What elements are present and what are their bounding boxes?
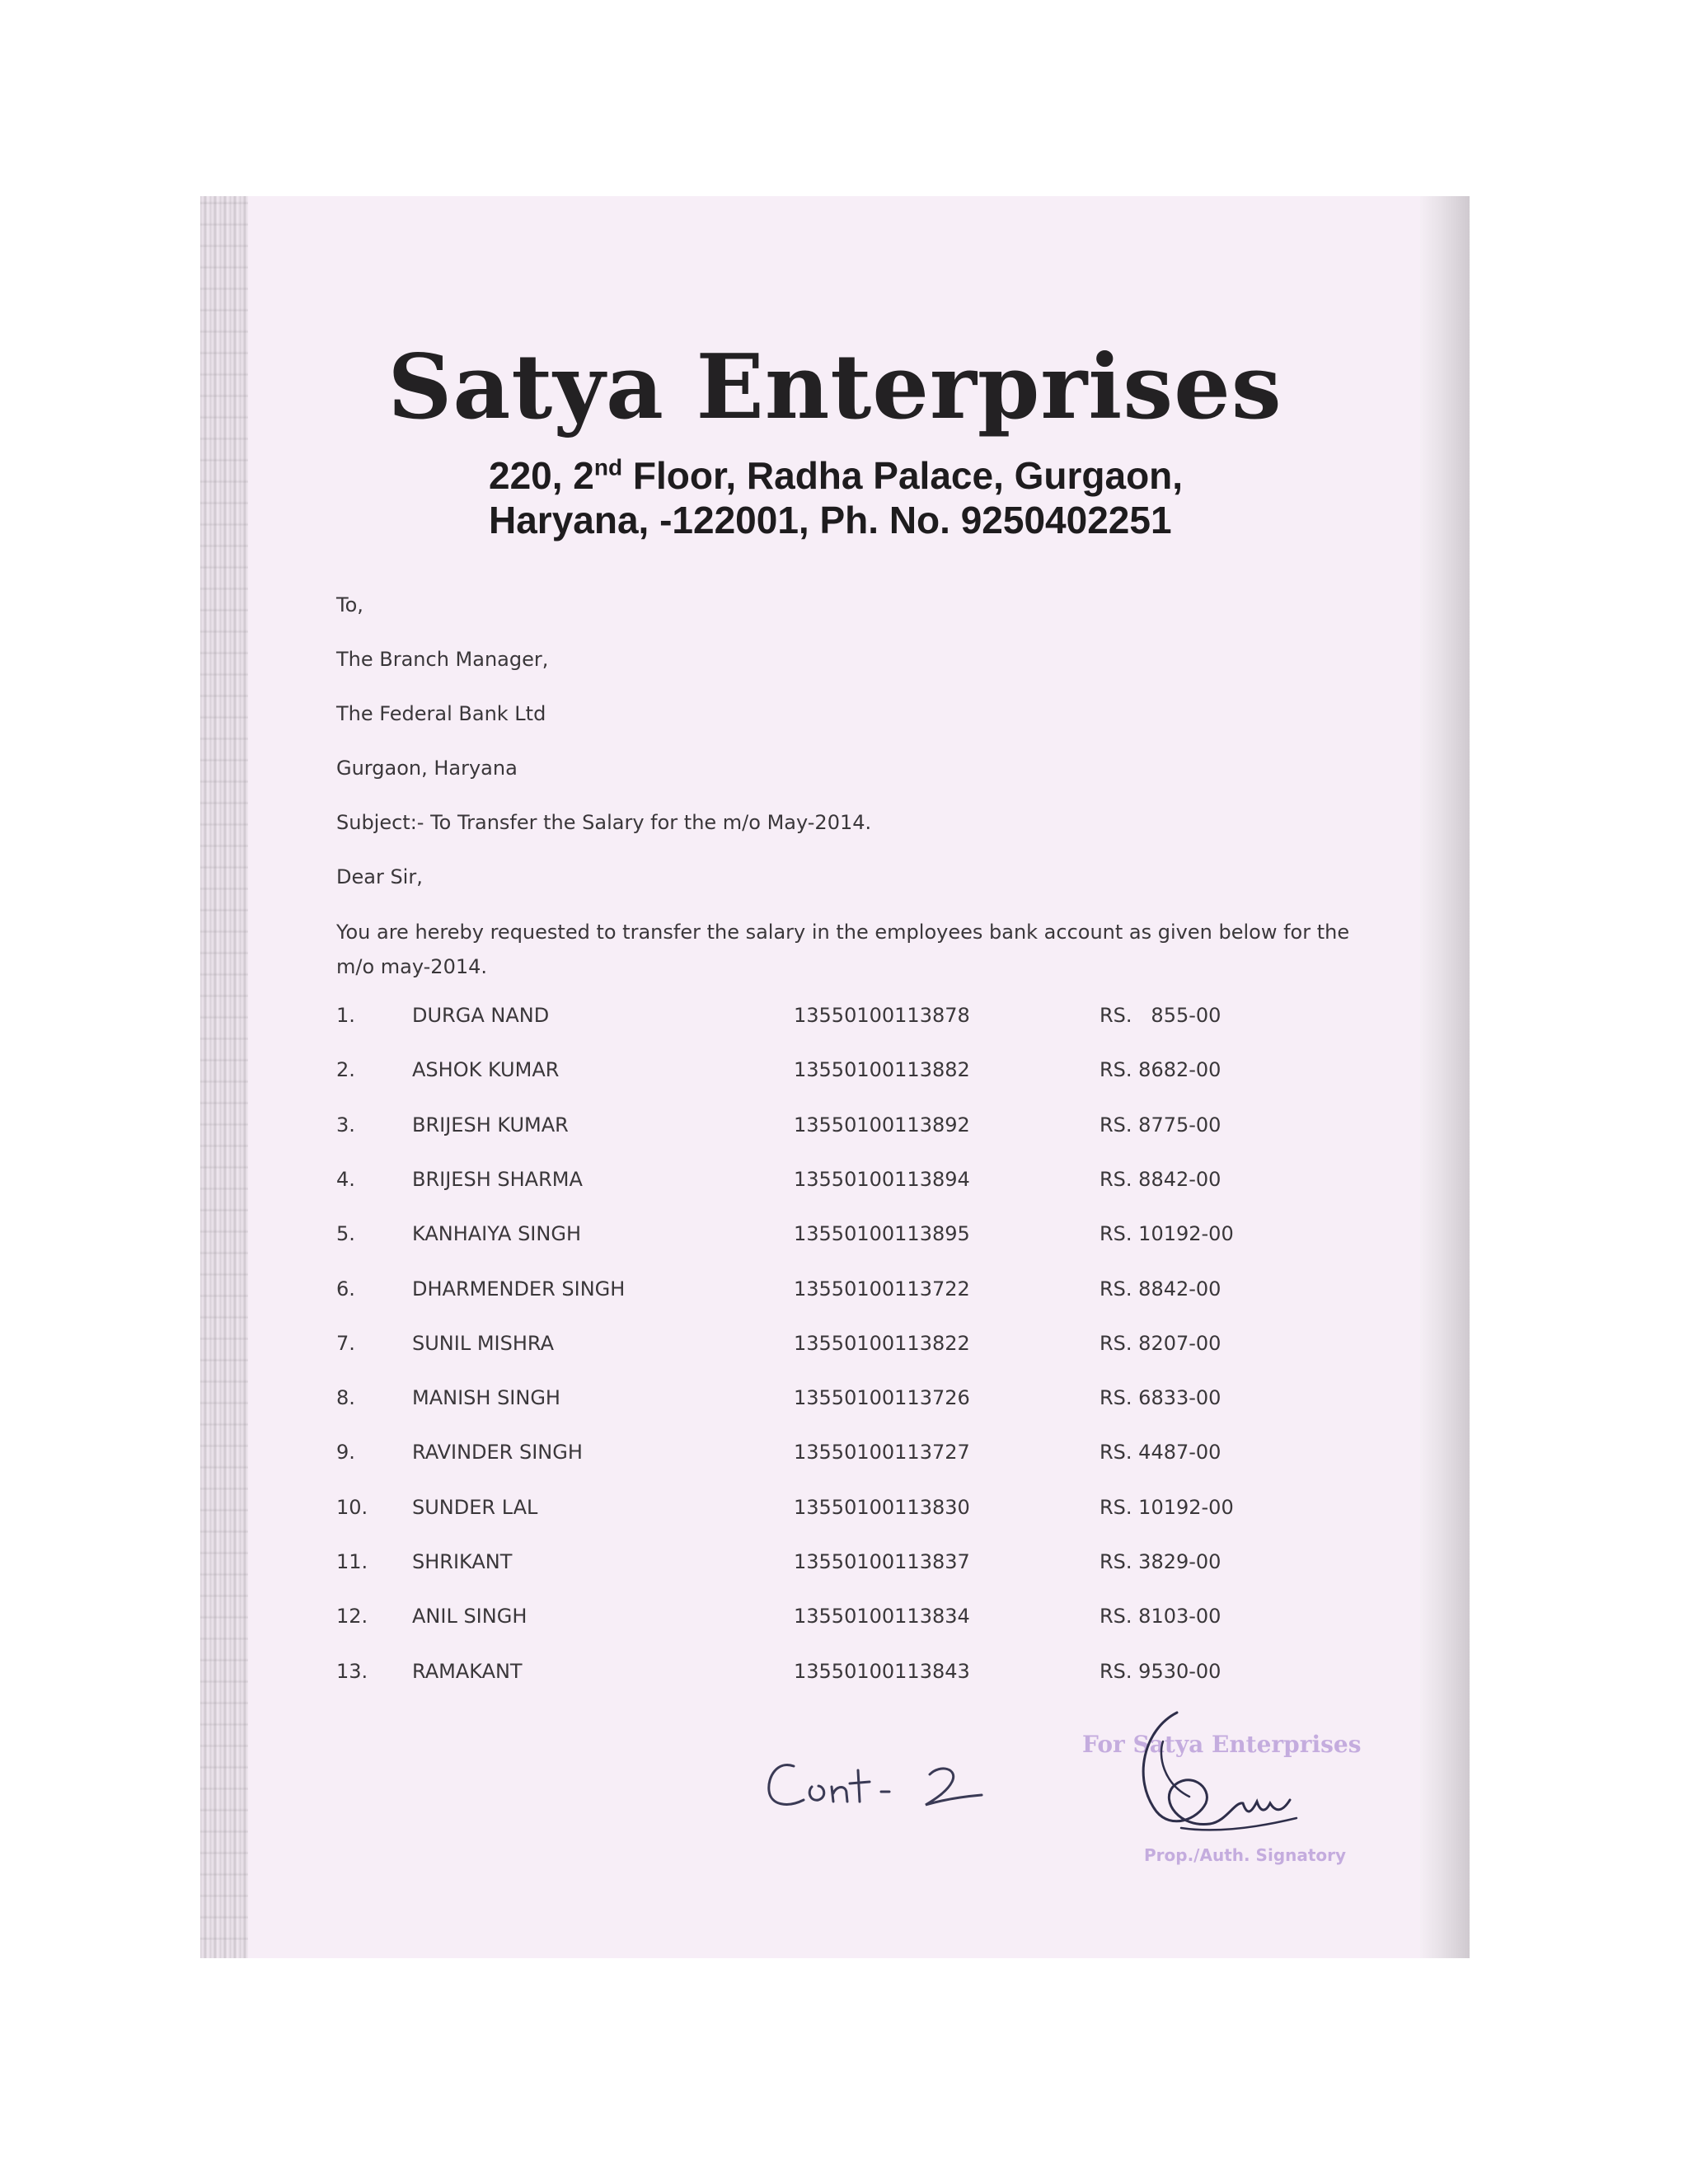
row-number: 10. — [336, 1495, 368, 1519]
salary-amount: RS. 4487-00 — [1100, 1441, 1221, 1465]
employee-row — [336, 1605, 1408, 1638]
salutation: Dear Sir, — [336, 865, 423, 888]
address-line-1 — [489, 453, 1183, 498]
account-number: 13550100113727 — [794, 1441, 970, 1465]
employee-name: KANHAIYA SINGH — [412, 1222, 581, 1246]
employee-row — [336, 1550, 1408, 1583]
employee-row — [336, 1441, 1408, 1474]
body-paragraph: You are hereby requested to transfer the salary in the employees bank account as given below for the m/o may-2014. — [336, 921, 1350, 978]
salary-amount: RS. 8842-00 — [1100, 1167, 1221, 1191]
account-number: 13550100113722 — [794, 1277, 970, 1301]
row-number: 1. — [336, 1004, 355, 1027]
salary-amount: RS. 8207-00 — [1100, 1331, 1221, 1355]
salary-amount: RS. 855-00 — [1100, 1004, 1221, 1027]
employee-row — [336, 1660, 1408, 1693]
employee-name: ANIL SINGH — [412, 1605, 528, 1629]
account-number: 13550100113882 — [794, 1058, 970, 1082]
row-number: 4. — [336, 1167, 355, 1191]
address-line-1-end: Floor, Radha Palace, Gurgaon, — [622, 454, 1184, 497]
row-number: 13. — [336, 1659, 368, 1683]
row-number: 2. — [336, 1058, 355, 1082]
employee-name: BRIJESH SHARMA — [412, 1167, 583, 1191]
account-number: 13550100113894 — [794, 1167, 970, 1191]
salary-amount: RS. 8103-00 — [1100, 1605, 1221, 1629]
stamp-signatory-line: Prop./Auth. Signatory — [1144, 1845, 1347, 1865]
employee-name: ASHOK KUMAR — [412, 1058, 560, 1082]
employee-name: SUNIL MISHRA — [412, 1331, 555, 1355]
scan-left-edge — [200, 196, 248, 1958]
recipient-to: To, — [336, 593, 363, 616]
employee-name: MANISH SINGH — [412, 1386, 560, 1410]
recipient-title: The Branch Manager, — [336, 648, 549, 671]
employee-row — [336, 1004, 1408, 1037]
employee-name: SUNDER LAL — [412, 1495, 538, 1519]
recipient-location: Gurgaon, Haryana — [336, 757, 518, 780]
employee-row — [336, 1113, 1408, 1146]
handwritten-note — [761, 1746, 1008, 1828]
salary-amount: RS. 8682-00 — [1100, 1058, 1221, 1082]
row-number: 6. — [336, 1277, 355, 1301]
salary-amount: RS. 10192-00 — [1100, 1222, 1234, 1246]
row-number: 11. — [336, 1550, 368, 1573]
account-number: 13550100113843 — [794, 1659, 970, 1683]
employee-name: SHRIKANT — [412, 1550, 513, 1573]
account-number: 13550100113834 — [794, 1605, 970, 1629]
employee-row — [336, 1168, 1408, 1201]
employee-name: RAMAKANT — [412, 1659, 523, 1683]
row-number: 8. — [336, 1386, 355, 1410]
account-number: 13550100113837 — [794, 1550, 970, 1573]
row-number: 3. — [336, 1113, 355, 1137]
address-line-1-start: 220, 2 — [489, 454, 594, 497]
account-number: 13550100113895 — [794, 1222, 970, 1246]
account-number: 13550100113892 — [794, 1113, 970, 1137]
employee-row — [336, 1222, 1408, 1255]
company-address — [489, 453, 1183, 542]
employee-name: DHARMENDER SINGH — [412, 1277, 626, 1301]
company-stamp-signature — [1074, 1704, 1371, 1869]
employee-row — [336, 1058, 1408, 1091]
employee-name: BRIJESH KUMAR — [412, 1113, 569, 1137]
scanned-letter-page — [200, 196, 1470, 1958]
address-line-2: Haryana, -122001, Ph. No. 9250402251 — [489, 499, 1172, 541]
employee-row — [336, 1277, 1408, 1310]
row-number: 12. — [336, 1605, 368, 1629]
row-number: 9. — [336, 1441, 355, 1465]
account-number: 13550100113830 — [794, 1495, 970, 1519]
salary-amount: RS. 8775-00 — [1100, 1113, 1221, 1137]
salary-amount: RS. 3829-00 — [1100, 1550, 1221, 1573]
employee-row — [336, 1386, 1408, 1419]
address-superscript: nd — [593, 454, 623, 480]
account-number: 13550100113726 — [794, 1386, 970, 1410]
scan-right-edge — [1420, 196, 1470, 1958]
recipient-bank: The Federal Bank Ltd — [336, 702, 546, 725]
salary-amount: RS. 6833-00 — [1100, 1386, 1221, 1410]
stamp-company-line: For Satya Enterprises — [1082, 1731, 1362, 1758]
salary-amount: RS. 9530-00 — [1100, 1659, 1221, 1683]
account-number: 13550100113822 — [794, 1331, 970, 1355]
salary-amount: RS. 10192-00 — [1100, 1495, 1234, 1519]
subject-line: Subject:- To Transfer the Salary for the m/o May-2014. — [336, 811, 872, 834]
employee-row — [336, 1496, 1408, 1529]
employee-row — [336, 1332, 1408, 1365]
account-number: 13550100113878 — [794, 1004, 970, 1027]
salary-amount: RS. 8842-00 — [1100, 1277, 1221, 1301]
employee-name: RAVINDER SINGH — [412, 1441, 583, 1465]
employee-name: DURGA NAND — [412, 1004, 550, 1027]
row-number: 7. — [336, 1331, 355, 1355]
row-number: 5. — [336, 1222, 355, 1246]
company-name: Satya Enterprises — [387, 335, 1282, 439]
